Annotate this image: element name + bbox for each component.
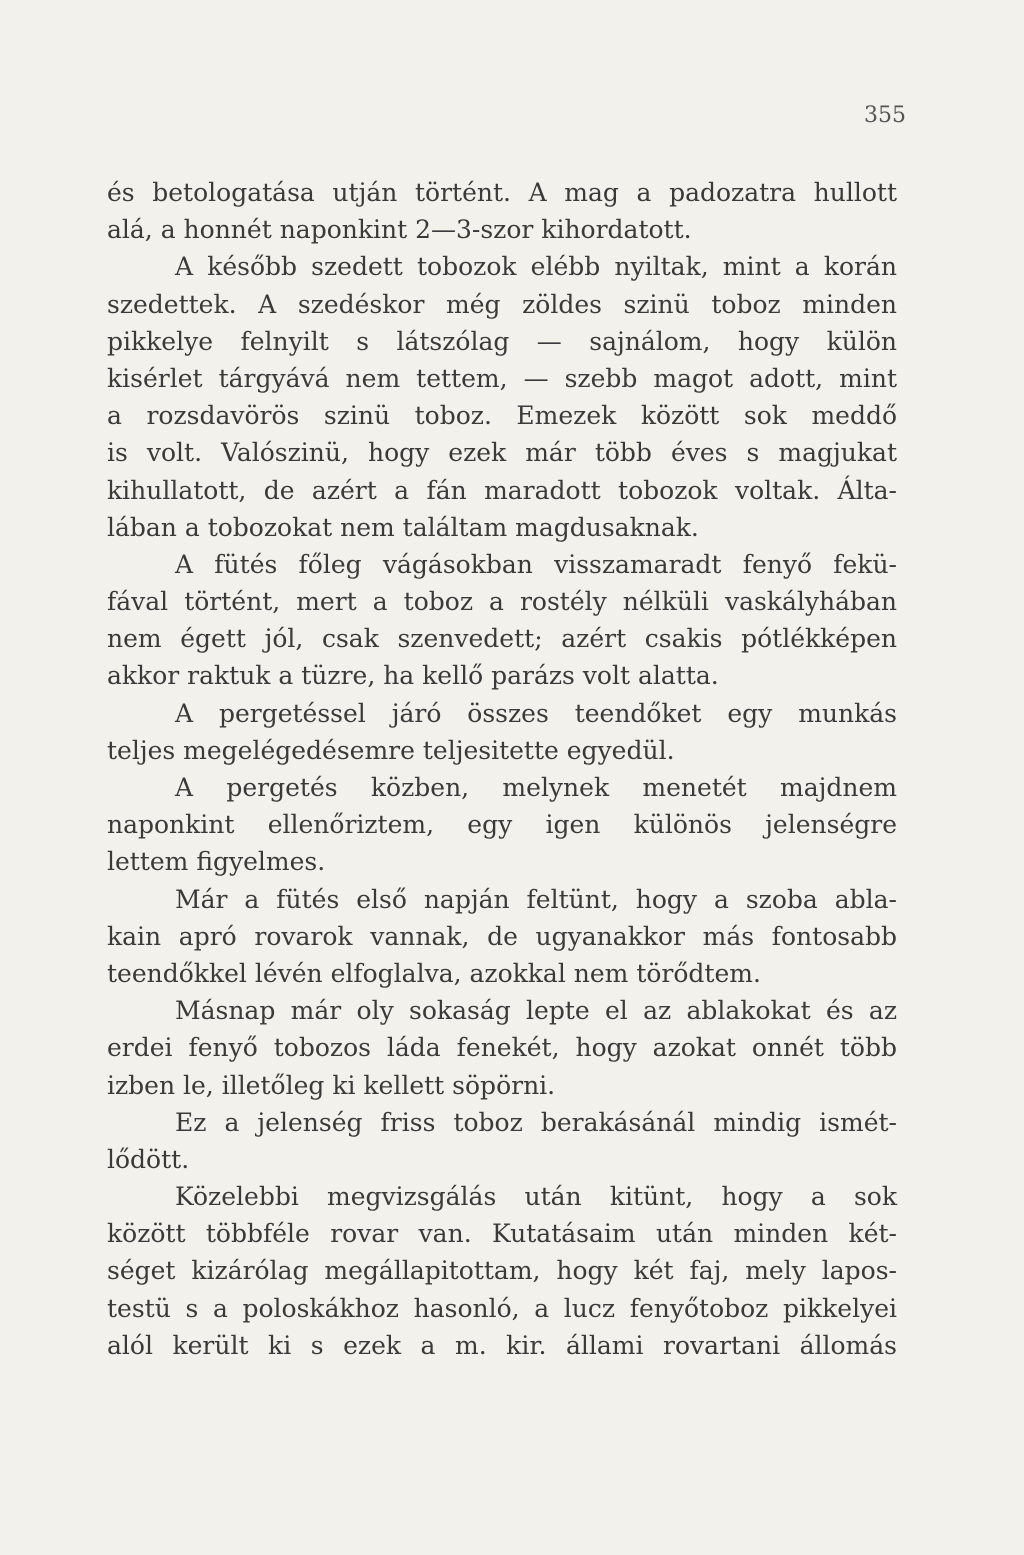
body-text xyxy=(107,174,897,1364)
page-number: 355 xyxy=(864,103,906,128)
text-line: lődött. xyxy=(107,1144,190,1174)
text-line: A később szedett tobozok elébb nyiltak, mint a korán xyxy=(175,252,897,282)
text-line: akkor raktuk a tüzre, ha kellő parázs volt alatta. xyxy=(107,661,719,691)
text-line: alá, a honnét naponkint 2—3-szor kihordatott. xyxy=(107,215,692,245)
text-line: kain apró rovarok vannak, de ugyanakkor más fontosabb xyxy=(107,921,897,951)
text-line: Másnap már oly sokaság lepte el az ablakokat és az xyxy=(175,996,897,1026)
text-line: testü s a poloskákhoz hasonló, a lucz fenyőtoboz pikkelyei xyxy=(107,1293,897,1323)
text-line: naponkint ellenőriztem, egy igen különös jelenségre xyxy=(107,810,897,840)
text-line: A fütés főleg vágásokban visszamaradt fenyő fekü- xyxy=(175,549,897,579)
text-line: Már a fütés első napján feltünt, hogy a szoba abla- xyxy=(175,884,897,914)
text-line: erdei fenyő tobozos láda fenekét, hogy azokat onnét több xyxy=(107,1033,897,1063)
text-line: Közelebbi megvizsgálás után kitünt, hogy a sok xyxy=(175,1182,897,1212)
text-line: kisérlet tárgyává nem tettem, — szebb magot adott, mint xyxy=(107,363,897,393)
text-line: alól került ki s ezek a m. kir. állami rovartani állomás xyxy=(107,1330,897,1360)
text-line: fával történt, mert a toboz a rostély nélküli vaskályhában xyxy=(107,587,897,617)
text-line: nem égett jól, csak szenvedett; azért csakis pótlékképen xyxy=(107,624,897,654)
text-line: pikkelye felnyilt s látszólag — sajnálom, hogy külön xyxy=(107,326,897,356)
text-line: A pergetéssel járó összes teendőket egy munkás xyxy=(175,698,897,728)
text-line: szedettek. A szedéskor még zöldes szinü toboz minden xyxy=(107,289,897,319)
text-line: is volt. Valószinü, hogy ezek már több éves s magjukat xyxy=(107,438,897,468)
text-line: között többféle rovar van. Kutatásaim után minden két- xyxy=(107,1219,897,1249)
text-line: és betologatása utján történt. A mag a padozatra hullott xyxy=(107,178,897,207)
text-line: a rozsdavörös szinü toboz. Emezek között sok meddő xyxy=(107,401,897,431)
text-line: A pergetés közben, melynek menetét majdnem xyxy=(175,773,897,802)
text-line: lában a tobozokat nem találtam magdusaknak. xyxy=(107,512,699,542)
text-line: kihullatott, de azért a fán maradott tobozok voltak. Álta- xyxy=(107,475,897,505)
text-line: teljes megelégedésemre teljesitette egyedül. xyxy=(107,735,675,765)
text-line: teendőkkel lévén elfoglalva, azokkal nem törődtem. xyxy=(107,958,761,988)
text-line: séget kizárólag megállapitottam, hogy két faj, mely lapos- xyxy=(107,1256,897,1286)
text-line: Ez a jelenség friss toboz berakásánál mindig ismét- xyxy=(175,1107,897,1137)
text-line: lettem figyelmes. xyxy=(107,847,326,877)
text-line: izben le, illetőleg ki kellett söpörni. xyxy=(107,1070,556,1100)
